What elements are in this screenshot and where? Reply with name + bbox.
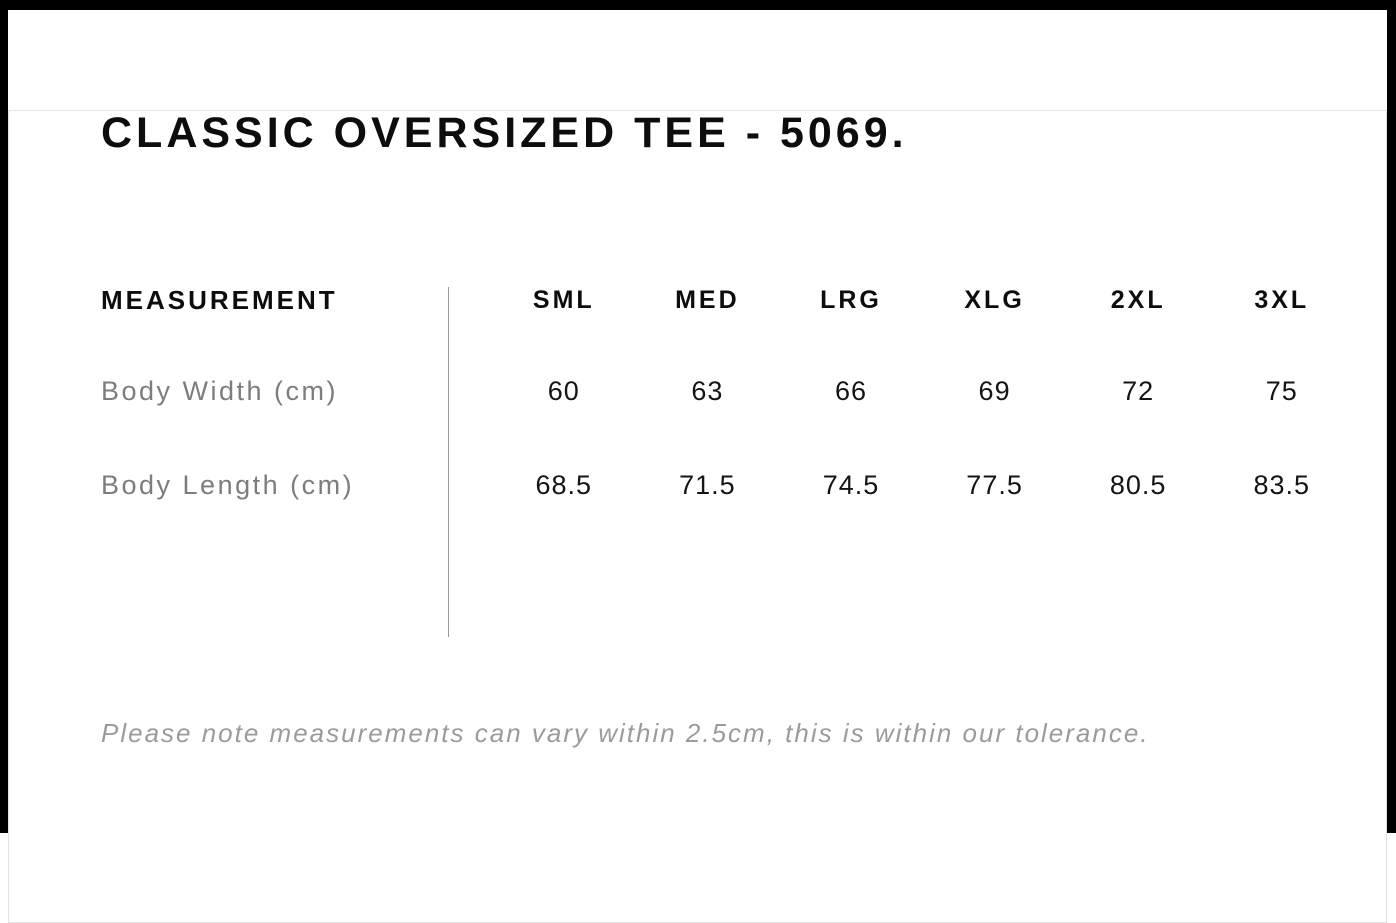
body-width-sml: 60: [547, 376, 580, 406]
body-length-xlg: 77.5: [966, 470, 1023, 500]
size-chart-card: [8, 110, 1387, 923]
size-header-2xl: 2XL: [1110, 286, 1166, 314]
size-table: [101, 287, 1354, 637]
body-length-3xl: 83.5: [1253, 470, 1311, 500]
table-header-row: [101, 287, 1354, 314]
size-header-lrg: LRG: [820, 286, 882, 314]
table-row-body-width: [101, 378, 1354, 405]
size-header-3xl: 3XL: [1254, 286, 1310, 314]
tolerance-note: Please note measurements can vary within 2.5cm, this is within our tolerance.: [101, 718, 1150, 748]
body-width-xlg: 69: [978, 376, 1011, 406]
table-row-body-length: [101, 472, 1354, 499]
size-header-xlg: XLG: [964, 286, 1025, 314]
body-width-med: 63: [691, 376, 724, 406]
size-header-sml: SML: [532, 286, 595, 314]
body-length-sml: 68.5: [535, 470, 593, 500]
measurement-column-header: MEASUREMENT: [101, 285, 338, 315]
body-length-med: 71.5: [679, 470, 736, 500]
row-label-body-width: Body Width (cm): [101, 376, 339, 406]
body-length-lrg: 74.5: [822, 470, 880, 500]
page-title: CLASSIC OVERSIZED TEE - 5069.: [101, 109, 908, 157]
body-length-2xl: 80.5: [1109, 470, 1167, 500]
body-width-3xl: 75: [1265, 376, 1298, 406]
size-header-med: MED: [675, 286, 740, 314]
body-width-2xl: 72: [1122, 376, 1155, 406]
body-width-lrg: 66: [834, 376, 867, 406]
column-divider-line: [448, 287, 449, 637]
row-label-body-length: Body Length (cm): [101, 470, 355, 500]
